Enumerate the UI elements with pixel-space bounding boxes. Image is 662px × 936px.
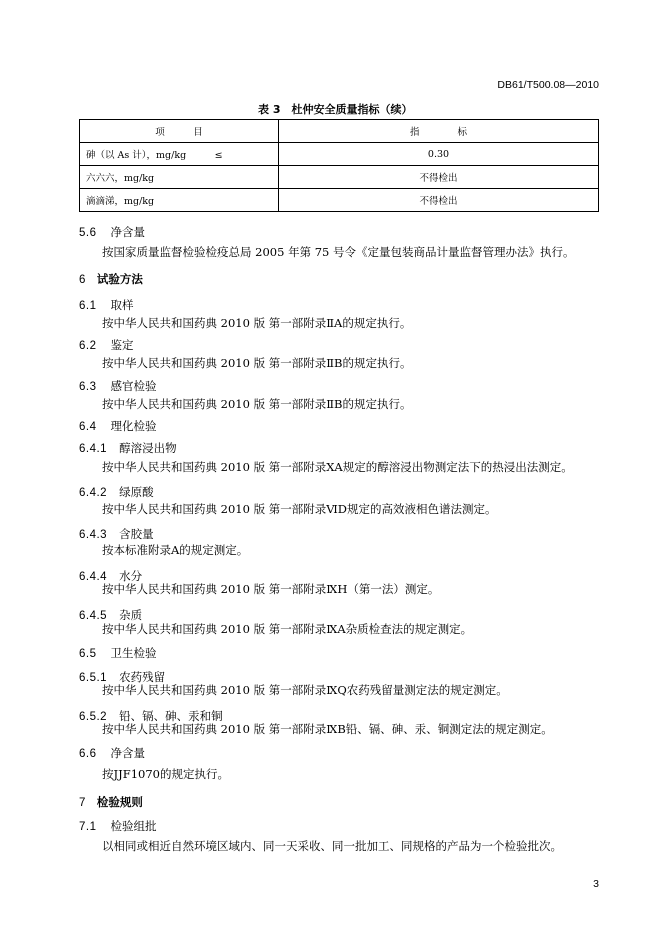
section-heading-6-2: 6.2 鉴定 — [79, 338, 134, 352]
table-row — [80, 143, 599, 166]
row-item: 砷（以 As 计），mg/kg ≤ — [80, 143, 279, 166]
section-body-6-1: 按中华人民共和国药典 2010 版 第一部附录ⅡA的规定执行。 — [102, 316, 412, 330]
section-body-6-6: 按JJF1070的规定执行。 — [102, 767, 229, 781]
section-heading-6-4-5: 6.4.5 杂质 — [79, 608, 143, 622]
section-heading-5-6: 5.6 净含量 — [79, 225, 145, 239]
section-heading-7-1: 7.1 检验组批 — [79, 819, 157, 833]
section-heading-6-4-4: 6.4.4 水分 — [79, 569, 143, 583]
row-value: 0.30 — [279, 143, 599, 166]
table-header-row — [80, 120, 599, 143]
row-value: 不得检出 — [279, 189, 599, 212]
section-heading-6-6: 6.6 净含量 — [79, 746, 145, 760]
section-heading-6-3: 6.3 感官检验 — [79, 379, 157, 393]
section-heading-6: 6 试验方法 — [79, 272, 143, 286]
section-body-6-3: 按中华人民共和国药典 2010 版 第一部附录ⅡB的规定执行。 — [102, 397, 412, 411]
section-heading-6-5-2: 6.5.2 铅、镉、砷、汞和铜 — [79, 709, 223, 723]
section-heading-6-4-2: 6.4.2 绿原酸 — [79, 485, 154, 499]
section-body-6-5-2: 按中华人民共和国药典 2010 版 第一部附录ⅨB铅、镉、砷、汞、铜测定法的规定测定。 — [102, 722, 553, 736]
table-caption: 表 3 杜仲安全质量指标（续） — [258, 103, 413, 116]
section-heading-6-1: 6.1 取样 — [79, 298, 134, 312]
section-heading-6-4-1: 6.4.1 醇溶浸出物 — [79, 441, 177, 455]
page-number: 3 — [593, 878, 599, 890]
table-row — [80, 166, 599, 189]
row-value: 不得检出 — [279, 166, 599, 189]
section-body-5-6: 按国家质量监督检验检疫总局 2005 年第 75 号令《定量包装商品计量监督管理办法》执行。 — [102, 245, 575, 259]
section-body-6-4-2: 按中华人民共和国药典 2010 版 第一部附录ⅥD规定的高效液相色谱法测定。 — [102, 502, 497, 516]
section-heading-6-4-3: 6.4.3 含胶量 — [79, 527, 154, 541]
section-body-6-2: 按中华人民共和国药典 2010 版 第一部附录ⅡB的规定执行。 — [102, 356, 412, 370]
row-item: 六六六，mg/kg — [80, 166, 279, 189]
column-header-index: 指 标 — [279, 120, 599, 143]
section-body-6-4-3: 按本标准附录A的规定测定。 — [102, 543, 249, 557]
column-header-item: 项 目 — [80, 120, 279, 143]
table-row — [80, 189, 599, 212]
section-heading-6-5: 6.5 卫生检验 — [79, 646, 157, 660]
section-body-7-1: 以相同或相近自然环境区域内、同一天采收、同一批加工、同规格的产品为一个检验批次。 — [102, 839, 562, 853]
row-item: 滴滴涕，mg/kg — [80, 189, 279, 212]
section-body-6-4-5: 按中华人民共和国药典 2010 版 第一部附录ⅨA杂质检查法的规定测定。 — [102, 622, 473, 636]
section-heading-6-4: 6.4 理化检验 — [79, 419, 157, 433]
section-heading-6-5-1: 6.5.1 农药残留 — [79, 670, 166, 684]
section-body-6-4-1: 按中华人民共和国药典 2010 版 第一部附录ⅩA规定的醇溶浸出物测定法下的热浸出法测定。 — [102, 460, 573, 474]
section-body-6-4-4: 按中华人民共和国药典 2010 版 第一部附录ⅨH（第一法）测定。 — [102, 582, 440, 596]
section-heading-7: 7 检验规则 — [79, 795, 143, 809]
quality-index-table — [79, 119, 599, 212]
document-code: DB61/T500.08—2010 — [497, 79, 599, 91]
section-body-6-5-1: 按中华人民共和国药典 2010 版 第一部附录ⅨQ农药残留量测定法的规定测定。 — [102, 683, 508, 697]
